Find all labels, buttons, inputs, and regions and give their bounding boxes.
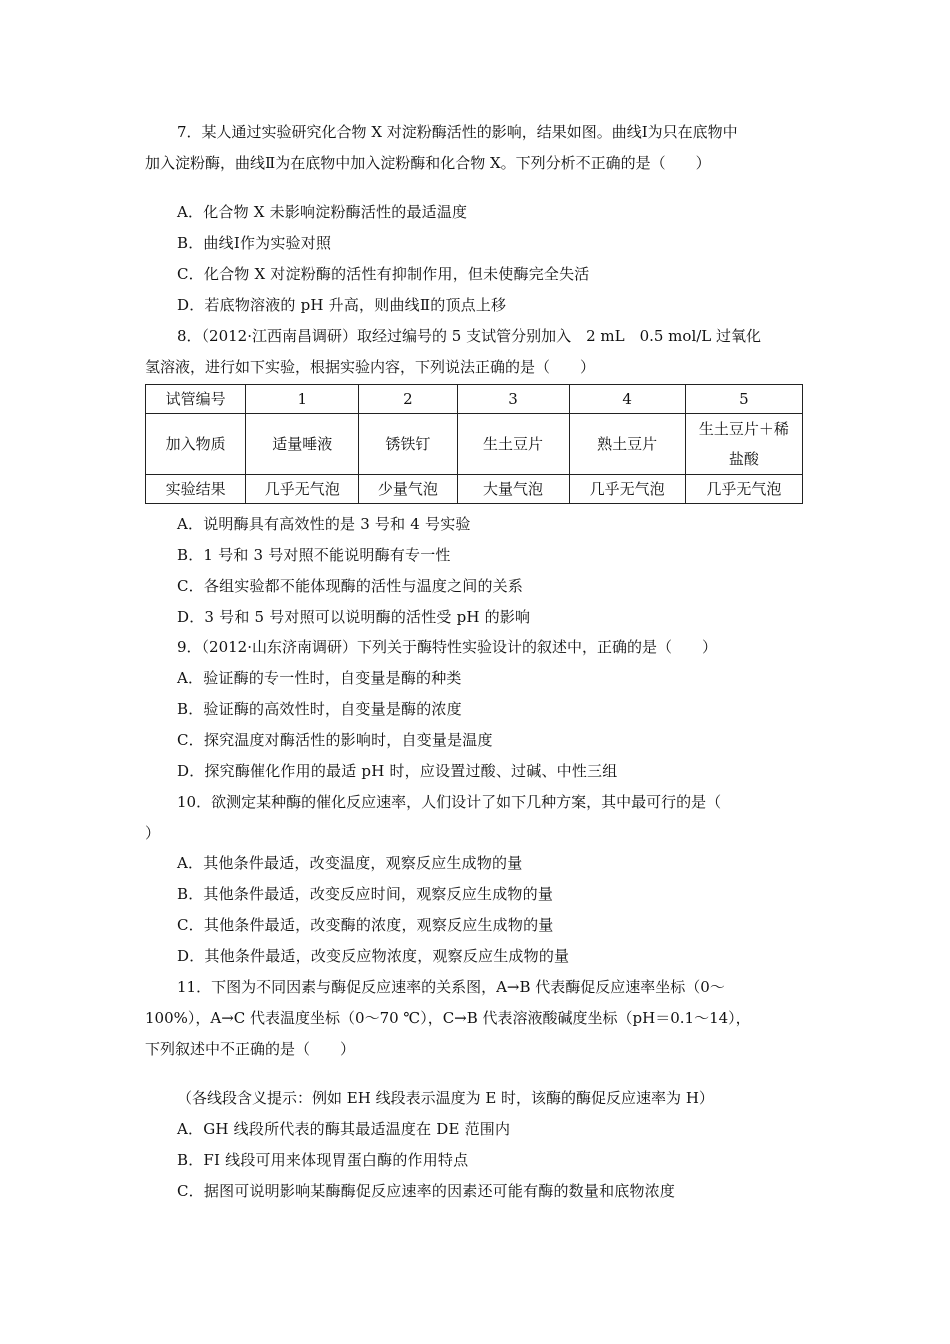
q8-option-a: A．说明酶具有高效性的是 3 号和 4 号实验 <box>177 515 471 533</box>
q11-hint: （各线段含义提示：例如 EH 线段表示温度为 E 时，该酶的酶促反应速率为 H） <box>177 1089 714 1107</box>
table-cell: 锈铁钉 <box>359 414 457 475</box>
q7-option-d: D．若底物溶液的 pH 升高，则曲线Ⅱ的顶点上移 <box>177 296 507 314</box>
q10-stem-line2: ） <box>145 824 161 842</box>
table-cell: 熟土豆片 <box>569 414 685 475</box>
table-cell: 实验结果 <box>146 475 246 504</box>
q8-stem-line2: 氢溶液，进行如下实验，根据实验内容，下列说法正确的是（ ） <box>145 358 596 376</box>
q10-option-c: C．其他条件最适，改变酶的浓度，观察反应生成物的量 <box>177 916 554 934</box>
q7-option-b: B．曲线Ⅰ作为实验对照 <box>177 234 332 252</box>
q10-option-a: A．其他条件最适，改变温度，观察反应生成物的量 <box>177 854 523 872</box>
table-row <box>146 385 803 414</box>
table-cell: 1 <box>246 385 359 414</box>
table-cell: 2 <box>359 385 457 414</box>
q9-stem-line1: 9．（2012·山东济南调研）下列关于酶特性实验设计的叙述中，正确的是（ ） <box>177 638 717 656</box>
q7-stem-line1: 7．某人通过实验研究化合物 X 对淀粉酶活性的影响，结果如图。曲线Ⅰ为只在底物中 <box>177 123 738 141</box>
table-cell: 4 <box>569 385 685 414</box>
q8-option-b: B．1 号和 3 号对照不能说明酶有专一性 <box>177 546 451 564</box>
table-cell: 生土豆片 <box>457 414 569 475</box>
table-cell: 加入物质 <box>146 414 246 475</box>
table-cell: 适量唾液 <box>246 414 359 475</box>
q11-stem-line1: 11．下图为不同因素与酶促反应速率的关系图，A→B 代表酶促反应速率坐标（0～ <box>177 978 725 996</box>
q7-stem-line2: 加入淀粉酶，曲线Ⅱ为在底物中加入淀粉酶和化合物 X。下列分析不正确的是（ ） <box>145 154 711 172</box>
q9-option-c: C．探究温度对酶活性的影响时，自变量是温度 <box>177 731 493 749</box>
table-row <box>146 475 803 504</box>
q10-stem-line1: 10．欲测定某种酶的催化反应速率，人们设计了如下几种方案，其中最可行的是（ <box>177 793 722 811</box>
q11-stem-line3: 下列叙述中不正确的是（ ） <box>145 1040 356 1058</box>
table-cell: 3 <box>457 385 569 414</box>
table-cell: 生土豆片＋稀盐酸 <box>685 414 802 475</box>
table-cell: 几乎无气泡 <box>569 475 685 504</box>
table-cell: 试管编号 <box>146 385 246 414</box>
q9-option-b: B．验证酶的高效性时，自变量是酶的浓度 <box>177 700 462 718</box>
q11-option-b: B．FI 线段可用来体现胃蛋白酶的作用特点 <box>177 1151 469 1169</box>
q11-option-c: C．据图可说明影响某酶酶促反应速率的因素还可能有酶的数量和底物浓度 <box>177 1182 676 1200</box>
q7-option-a: A．化合物 X 未影响淀粉酶活性的最适温度 <box>177 203 468 221</box>
q8-experiment-table <box>145 384 803 504</box>
q11-stem-line2: 100%），A→C 代表温度坐标（0～70 ℃），C→B 代表溶液酸碱度坐标（pH＝0.1～14）， <box>145 1009 751 1027</box>
table-cell: 几乎无气泡 <box>246 475 359 504</box>
q9-option-a: A．验证酶的专一性时，自变量是酶的种类 <box>177 669 462 687</box>
q10-option-d: D．其他条件最适，改变反应物浓度，观察反应生成物的量 <box>177 947 570 965</box>
q9-option-d: D．探究酶催化作用的最适 pH 时，应设置过酸、过碱、中性三组 <box>177 762 618 780</box>
q8-option-d: D．3 号和 5 号对照可以说明酶的活性受 pH 的影响 <box>177 608 531 626</box>
table-cell: 少量气泡 <box>359 475 457 504</box>
q7-option-c: C．化合物 X 对淀粉酶的活性有抑制作用，但未使酶完全失活 <box>177 265 590 283</box>
q8-stem-line1: 8．（2012·江西南昌调研）取经过编号的 5 支试管分别加入 2 mL 0.5 mol/L 过氧化 <box>177 327 762 345</box>
table-cell: 几乎无气泡 <box>685 475 802 504</box>
table-cell: 大量气泡 <box>457 475 569 504</box>
q11-option-a: A．GH 线段所代表的酶其最适温度在 DE 范围内 <box>177 1120 511 1138</box>
q8-option-c: C．各组实验都不能体现酶的活性与温度之间的关系 <box>177 577 524 595</box>
table-row <box>146 414 803 475</box>
q10-option-b: B．其他条件最适，改变反应时间，观察反应生成物的量 <box>177 885 554 903</box>
table-cell: 5 <box>685 385 802 414</box>
